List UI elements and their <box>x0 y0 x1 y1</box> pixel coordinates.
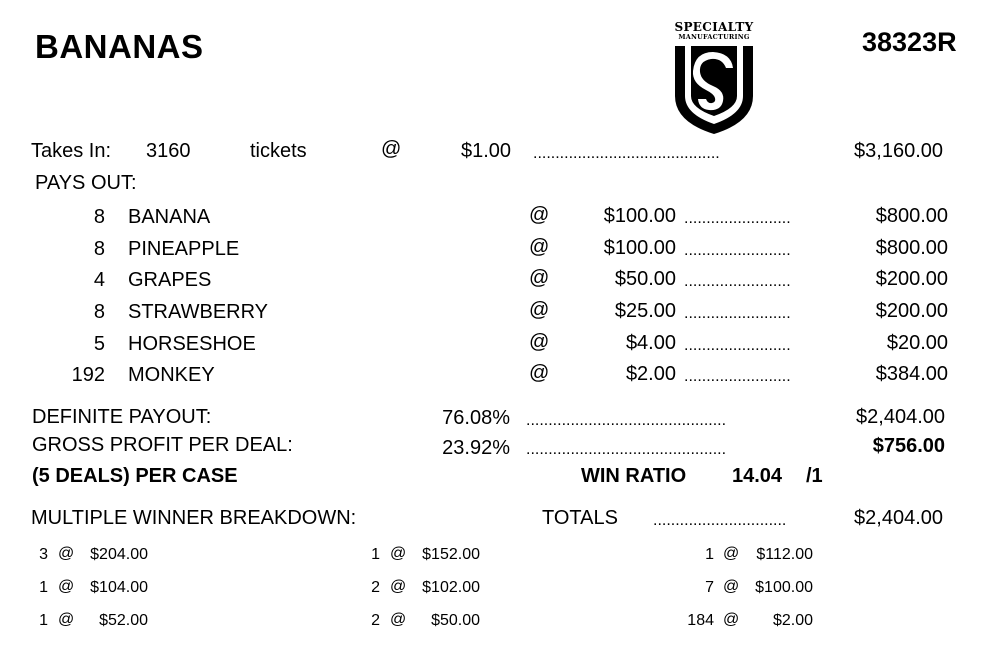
definite-payout-percent: 76.08% <box>442 407 510 429</box>
breakdown-count: 1 <box>705 546 714 563</box>
payout-prize: $100.00 <box>603 205 676 227</box>
definite-payout-total: $2,404.00 <box>856 406 945 428</box>
breakdown-at: @ <box>58 545 75 562</box>
breakdown-amount: $52.00 <box>99 612 148 629</box>
payout-count: 5 <box>93 333 105 355</box>
gross-profit-leader-dots: ............................................. <box>526 441 727 458</box>
payout-leader-dots: ........................ <box>684 273 791 290</box>
shield-s-icon <box>673 44 755 136</box>
breakdown-at: @ <box>723 545 740 562</box>
payout-symbol: PINEAPPLE <box>128 238 240 260</box>
ticket-price: $1.00 <box>461 140 512 162</box>
payout-prize: $100.00 <box>603 237 676 259</box>
payout-count: 8 <box>93 301 105 323</box>
form-number: 38323R <box>862 27 957 57</box>
payout-at: @ <box>529 236 550 258</box>
payout-leader-dots: ........................ <box>684 337 791 354</box>
definite-payout-leader-dots: ............................................. <box>526 412 727 429</box>
breakdown-count: 7 <box>705 579 714 596</box>
takes-in-at: @ <box>381 138 402 160</box>
game-title: BANANAS <box>35 28 204 65</box>
payout-leader-dots: ........................ <box>684 210 791 227</box>
payout-at: @ <box>529 331 550 353</box>
payout-at: @ <box>529 362 550 384</box>
payout-total: $800.00 <box>875 237 948 259</box>
payout-prize: $25.00 <box>614 300 676 322</box>
breakdown-at: @ <box>390 545 407 562</box>
definite-payout-label: DEFINITE PAYOUT: <box>32 406 212 428</box>
breakdown-at: @ <box>390 578 407 595</box>
breakdown-at: @ <box>58 578 75 595</box>
totals-leader-dots: .............................. <box>653 512 787 529</box>
win-ratio-label: WIN RATIO <box>581 465 687 487</box>
multiple-winner-breakdown-label: MULTIPLE WINNER BREAKDOWN: <box>31 507 357 529</box>
payout-at: @ <box>529 299 550 321</box>
totals-label: TOTALS <box>542 507 618 529</box>
gross-profit-total: $756.00 <box>872 435 945 457</box>
payout-count: 192 <box>71 364 105 386</box>
breakdown-amount: $112.00 <box>756 546 813 563</box>
payout-total: $384.00 <box>875 363 948 385</box>
breakdown-count: 184 <box>687 612 714 629</box>
breakdown-amount: $50.00 <box>431 612 480 629</box>
takes-in-leader-dots: .......................................... <box>533 145 720 162</box>
win-ratio-value: 14.04 <box>732 465 783 487</box>
tickets-count: 3160 <box>146 140 191 162</box>
payout-symbol: MONKEY <box>128 364 215 386</box>
payout-symbol: BANANA <box>128 206 211 228</box>
pays-out-label: PAYS OUT: <box>35 172 137 194</box>
payout-symbol: HORSESHOE <box>128 333 256 355</box>
deals-per-case: (5 DEALS) PER CASE <box>32 465 238 487</box>
payout-count: 4 <box>93 269 105 291</box>
breakdown-count: 1 <box>39 579 48 596</box>
breakdown-at: @ <box>58 611 75 628</box>
payout-leader-dots: ........................ <box>684 242 791 259</box>
logo-text-specialty: SPECIALTY <box>674 20 754 34</box>
tickets-label: tickets <box>250 140 307 162</box>
takes-in-total: $3,160.00 <box>854 140 943 162</box>
payout-prize: $2.00 <box>625 363 676 385</box>
win-ratio-suffix: /1 <box>806 465 823 487</box>
payout-symbol: STRAWBERRY <box>128 301 269 323</box>
totals-value: $2,404.00 <box>854 507 943 529</box>
payout-at: @ <box>529 267 550 289</box>
breakdown-count: 2 <box>371 612 380 629</box>
breakdown-count: 1 <box>39 612 48 629</box>
breakdown-count: 2 <box>371 579 380 596</box>
payout-total: $800.00 <box>875 205 948 227</box>
payout-count: 8 <box>93 238 105 260</box>
breakdown-amount: $204.00 <box>90 546 148 563</box>
specialty-manufacturing-logo <box>668 20 760 138</box>
breakdown-amount: $152.00 <box>422 546 480 563</box>
breakdown-at: @ <box>723 611 740 628</box>
payout-prize: $4.00 <box>625 332 676 354</box>
breakdown-amount: $100.00 <box>755 579 813 596</box>
payout-prize: $50.00 <box>614 268 676 290</box>
takes-in-label: Takes In: <box>31 140 112 162</box>
breakdown-count: 3 <box>39 546 48 563</box>
payout-count: 8 <box>93 206 105 228</box>
breakdown-amount: $2.00 <box>772 612 813 629</box>
payout-at: @ <box>529 204 550 226</box>
breakdown-amount: $104.00 <box>90 579 148 596</box>
gross-profit-percent: 23.92% <box>442 437 510 459</box>
payout-total: $200.00 <box>875 268 948 290</box>
gross-profit-label: GROSS PROFIT PER DEAL: <box>32 434 293 456</box>
breakdown-at: @ <box>723 578 740 595</box>
breakdown-amount: $102.00 <box>422 579 480 596</box>
logo-text-manufacturing: MANUFACTURING <box>678 33 750 41</box>
payout-leader-dots: ........................ <box>684 368 791 385</box>
payout-symbol: GRAPES <box>128 269 212 291</box>
payout-total: $200.00 <box>875 300 948 322</box>
payout-leader-dots: ........................ <box>684 305 791 322</box>
breakdown-at: @ <box>390 611 407 628</box>
payout-total: $20.00 <box>886 332 948 354</box>
breakdown-count: 1 <box>371 546 380 563</box>
